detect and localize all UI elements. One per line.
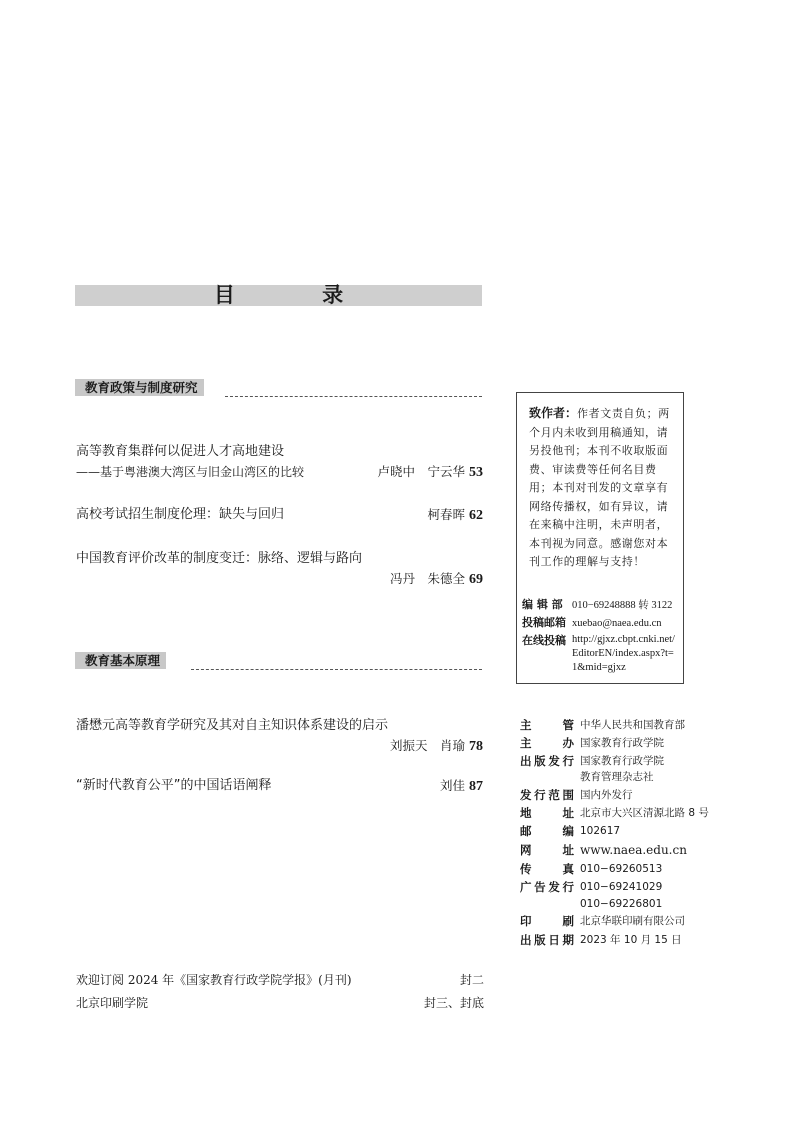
info-row	[520, 735, 720, 752]
article-authors: 冯丹 朱德全	[389, 571, 465, 586]
info-value: 北京华联印刷有限公司	[580, 915, 685, 927]
info-value: 北京市大兴区清源北路 8 号	[580, 807, 709, 819]
contact-label: 在线投稿	[522, 634, 566, 647]
info-value: 010−69260513	[580, 863, 663, 875]
article-subtitle: ——基于粤港澳大湾区与旧金山湾区的比较	[76, 465, 305, 479]
info-value: 教育管理杂志社	[580, 771, 654, 783]
section-divider	[225, 396, 482, 397]
info-row	[520, 861, 720, 878]
notice-text	[529, 404, 677, 572]
article-authors: 柯春晖	[427, 507, 465, 522]
info-label: 出版日期	[520, 933, 574, 947]
author-notice-box	[516, 392, 684, 684]
toc-title-bar	[75, 285, 482, 306]
contact-value[interactable]: xuebao@naea.edu.cn	[572, 618, 662, 629]
article-title[interactable]: “新时代教育公平”的中国话语阐释	[76, 778, 272, 793]
info-label: 主管	[520, 718, 574, 732]
section-divider	[191, 669, 482, 670]
article-authors: 刘佳	[439, 778, 465, 793]
article-page: 53	[469, 465, 483, 480]
info-label: 广告发行	[520, 880, 574, 894]
footer-page: 封三、封底	[423, 996, 484, 1010]
section-tag: 教育政策与制度研究	[75, 379, 204, 396]
footer-listing	[76, 971, 484, 989]
info-value: 102617	[580, 825, 621, 837]
notice-heading: 致作者：	[529, 406, 578, 420]
info-value: 中华人民共和国教育部	[580, 719, 685, 731]
contact-row	[522, 615, 684, 631]
info-label: 主办	[520, 736, 574, 750]
footer-text[interactable]: 欢迎订阅 2024 年《国家教育行政学院学报》(月刊)	[76, 973, 352, 987]
info-label: 印刷	[520, 914, 574, 928]
info-row	[520, 842, 720, 859]
info-row	[520, 717, 720, 734]
section-header-principles	[75, 652, 482, 672]
footer-text[interactable]: 北京印刷学院	[76, 996, 149, 1010]
article-page: 62	[469, 508, 483, 523]
contact-label: 投稿邮箱	[522, 616, 566, 629]
notice-body: 作者文责自负；两个月内未收到用稿通知，请另投他刊；本刊不收取版面费、审读费等任何名目费用；本刊对刊发的文章享有网络传播权，如有异议，请在来稿中注明，未声明者，本刊视为同意。感谢您对本刊工作的理解与支持！	[529, 407, 670, 568]
info-row	[520, 823, 720, 840]
section-header-policy	[75, 379, 482, 399]
article-title[interactable]: 高等教育集群何以促进人才高地建设	[76, 444, 285, 459]
info-label: 地址	[520, 806, 574, 820]
article-page: 78	[469, 739, 483, 754]
info-value[interactable]: www.naea.edu.cn	[580, 843, 687, 857]
info-row	[520, 787, 720, 804]
info-row	[520, 753, 720, 770]
info-label: 出版发行	[520, 754, 574, 768]
info-value: 2023 年 10 月 15 日	[580, 934, 682, 946]
article-byline	[427, 506, 483, 525]
contact-label: 编 辑 部	[522, 598, 563, 611]
info-label: 邮编	[520, 824, 574, 838]
info-row	[520, 879, 720, 896]
info-value: 国内外发行	[580, 789, 633, 801]
article-byline	[390, 737, 483, 756]
info-row	[520, 932, 720, 949]
contact-value: 010−69248888 转 3122	[572, 600, 673, 611]
toc-title: 目 录	[213, 283, 384, 307]
article-title[interactable]: 潘懋元高等教育学研究及其对自主知识体系建设的启示	[76, 718, 389, 733]
info-row	[520, 769, 720, 786]
info-row	[520, 805, 720, 822]
footer-page: 封二	[459, 973, 484, 987]
info-value: 010−69241029	[580, 881, 663, 893]
contact-row	[522, 597, 684, 613]
article-byline	[390, 570, 483, 589]
info-row	[520, 913, 720, 930]
info-value: 国家教育行政学院	[580, 755, 664, 767]
info-row	[520, 896, 720, 913]
footer-listing	[76, 994, 484, 1012]
section-tag: 教育基本原理	[75, 652, 166, 669]
article-byline	[440, 777, 483, 796]
article-title[interactable]: 中国教育评价改革的制度变迁：脉络、逻辑与路向	[76, 551, 363, 566]
article-byline	[377, 463, 483, 482]
info-label: 传真	[520, 862, 574, 876]
article-title[interactable]: 高校考试招生制度伦理：缺失与回归	[76, 507, 285, 522]
info-label: 发行范围	[520, 788, 574, 802]
contact-value[interactable]: http://gjxz.cbpt.cnki.net/EditorEN/index.aspx?t=1&mid=gjxz	[572, 634, 675, 673]
article-authors: 刘振天 肖瑜	[389, 738, 465, 753]
contact-row	[522, 633, 684, 675]
article-page: 69	[469, 572, 483, 587]
info-label: 网址	[520, 843, 574, 857]
info-value: 国家教育行政学院	[580, 737, 664, 749]
article-page: 87	[469, 779, 483, 794]
info-value: 010−69226801	[580, 898, 663, 910]
article-authors: 卢晓中 宁云华	[377, 464, 465, 479]
